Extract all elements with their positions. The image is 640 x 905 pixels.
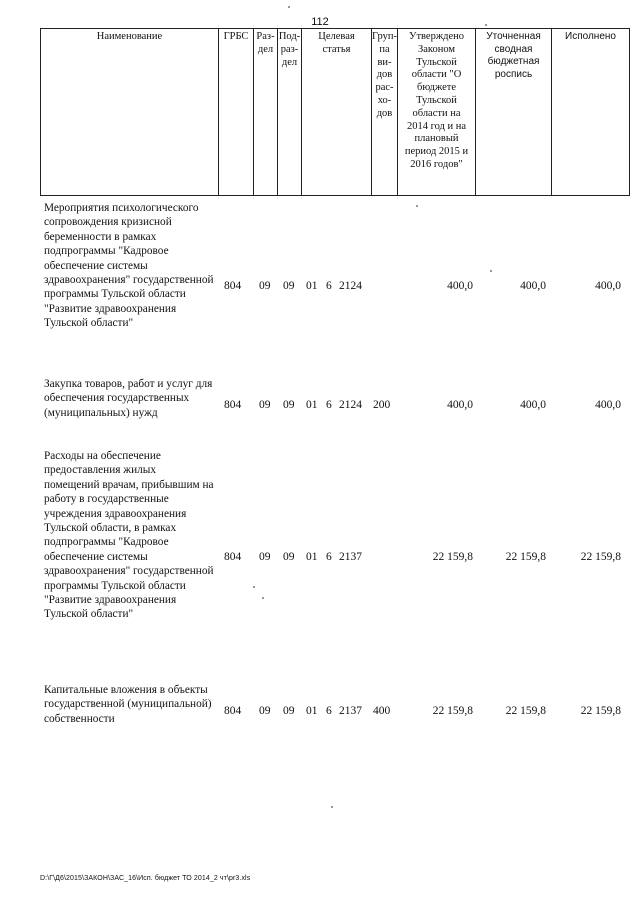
row-podrazdel: 09 xyxy=(283,705,295,717)
row-grbs: 804 xyxy=(224,399,242,411)
row-utverzhdeno: 22 159,8 xyxy=(432,551,473,563)
header-razdel: Раз- дел xyxy=(254,29,278,195)
row-ispolneno: 400,0 xyxy=(595,280,621,292)
row-utochnennaya: 22 159,8 xyxy=(505,705,546,717)
header-podrazdel: Под- раз- дел xyxy=(278,29,302,195)
row-vid: 200 xyxy=(373,399,391,411)
row-grbs: 804 xyxy=(224,280,242,292)
row-razdel: 09 xyxy=(259,551,271,563)
row-cs-code: 2124 xyxy=(339,280,362,292)
scan-speck xyxy=(262,597,264,599)
header-celevaya-statya: Целевая статья xyxy=(302,29,372,195)
row-cs-program: 01 xyxy=(306,280,318,292)
row-cs-code: 2137 xyxy=(339,551,362,563)
row-grbs: 804 xyxy=(224,705,242,717)
row-cs-program: 01 xyxy=(306,705,318,717)
row-cs-subprogram: 6 xyxy=(326,705,332,717)
row-utochnennaya: 22 159,8 xyxy=(505,551,546,563)
row-cs-program: 01 xyxy=(306,399,318,411)
row-vid: 400 xyxy=(373,705,391,717)
scan-speck xyxy=(416,205,418,207)
row-name: Капитальные вложения в объекты государственной (муниципальной) собственности xyxy=(44,684,212,725)
header-gruppa-vidov: Груп- па ви- дов рас- хо- дов xyxy=(372,29,398,195)
scan-speck xyxy=(253,586,255,588)
header-grbs: ГРБС xyxy=(219,29,254,195)
row-cs-code: 2124 xyxy=(339,399,362,411)
row-utochnennaya: 400,0 xyxy=(520,280,546,292)
row-utverzhdeno: 400,0 xyxy=(447,399,473,411)
row-ispolneno: 22 159,8 xyxy=(580,705,621,717)
row-name: Расходы на обеспечение предоставления жилых помещений врачам, прибывшим на работу в государственные учреждения здравоохранения Тульской области, в рамках подпрограммы "Кадровое обеспечение системы здравоохранения" государственной программы Тульской области "Развитие здравоохранения Тульской области" xyxy=(44,450,214,621)
row-utochnennaya: 400,0 xyxy=(520,399,546,411)
row-cs-code: 2137 xyxy=(339,705,362,717)
row-razdel: 09 xyxy=(259,705,271,717)
scan-speck xyxy=(288,6,290,8)
row-razdel: 09 xyxy=(259,399,271,411)
scan-speck xyxy=(331,806,333,808)
row-podrazdel: 09 xyxy=(283,399,295,411)
row-grbs: 804 xyxy=(224,551,242,563)
row-podrazdel: 09 xyxy=(283,551,295,563)
row-podrazdel: 09 xyxy=(283,280,295,292)
scan-speck xyxy=(485,24,487,26)
table-header xyxy=(40,28,630,196)
row-ispolneno: 22 159,8 xyxy=(580,551,621,563)
row-ispolneno: 400,0 xyxy=(595,399,621,411)
row-cs-subprogram: 6 xyxy=(326,399,332,411)
scan-speck xyxy=(490,270,492,272)
header-utverzhdeno: Утверждено Законом Тульской области "О бюджете Тульской области на 2014 год и на плановый период 2015 и 2016 годов" xyxy=(398,29,476,195)
file-path-footer: D:\Г\Д6\2015\ЗАКОН\ЗАС_16\Исп. бюджет ТО 2014_2 чт\pr3.xls xyxy=(40,875,251,882)
row-cs-program: 01 xyxy=(306,551,318,563)
row-cs-subprogram: 6 xyxy=(326,280,332,292)
row-cs-subprogram: 6 xyxy=(326,551,332,563)
header-name: Наименование xyxy=(41,29,219,195)
row-name: Закупка товаров, работ и услуг для обеспечения государственных (муниципальных) нужд xyxy=(44,378,213,419)
header-ispolneno: Исполнено xyxy=(565,31,616,42)
row-name: Мероприятия психологического сопровождения кризисной беременности в рамках подпрограммы "Кадровое обеспечение системы здравоохранения" государственной программы Тульской области "Развитие здравоохранения Тульской области" xyxy=(44,202,214,330)
row-razdel: 09 xyxy=(259,280,271,292)
row-utverzhdeno: 400,0 xyxy=(447,280,473,292)
header-utochnennaya: Уточненная сводная бюджетная роспись xyxy=(476,29,552,195)
row-utverzhdeno: 22 159,8 xyxy=(432,705,473,717)
page-number: 112 xyxy=(311,16,329,28)
